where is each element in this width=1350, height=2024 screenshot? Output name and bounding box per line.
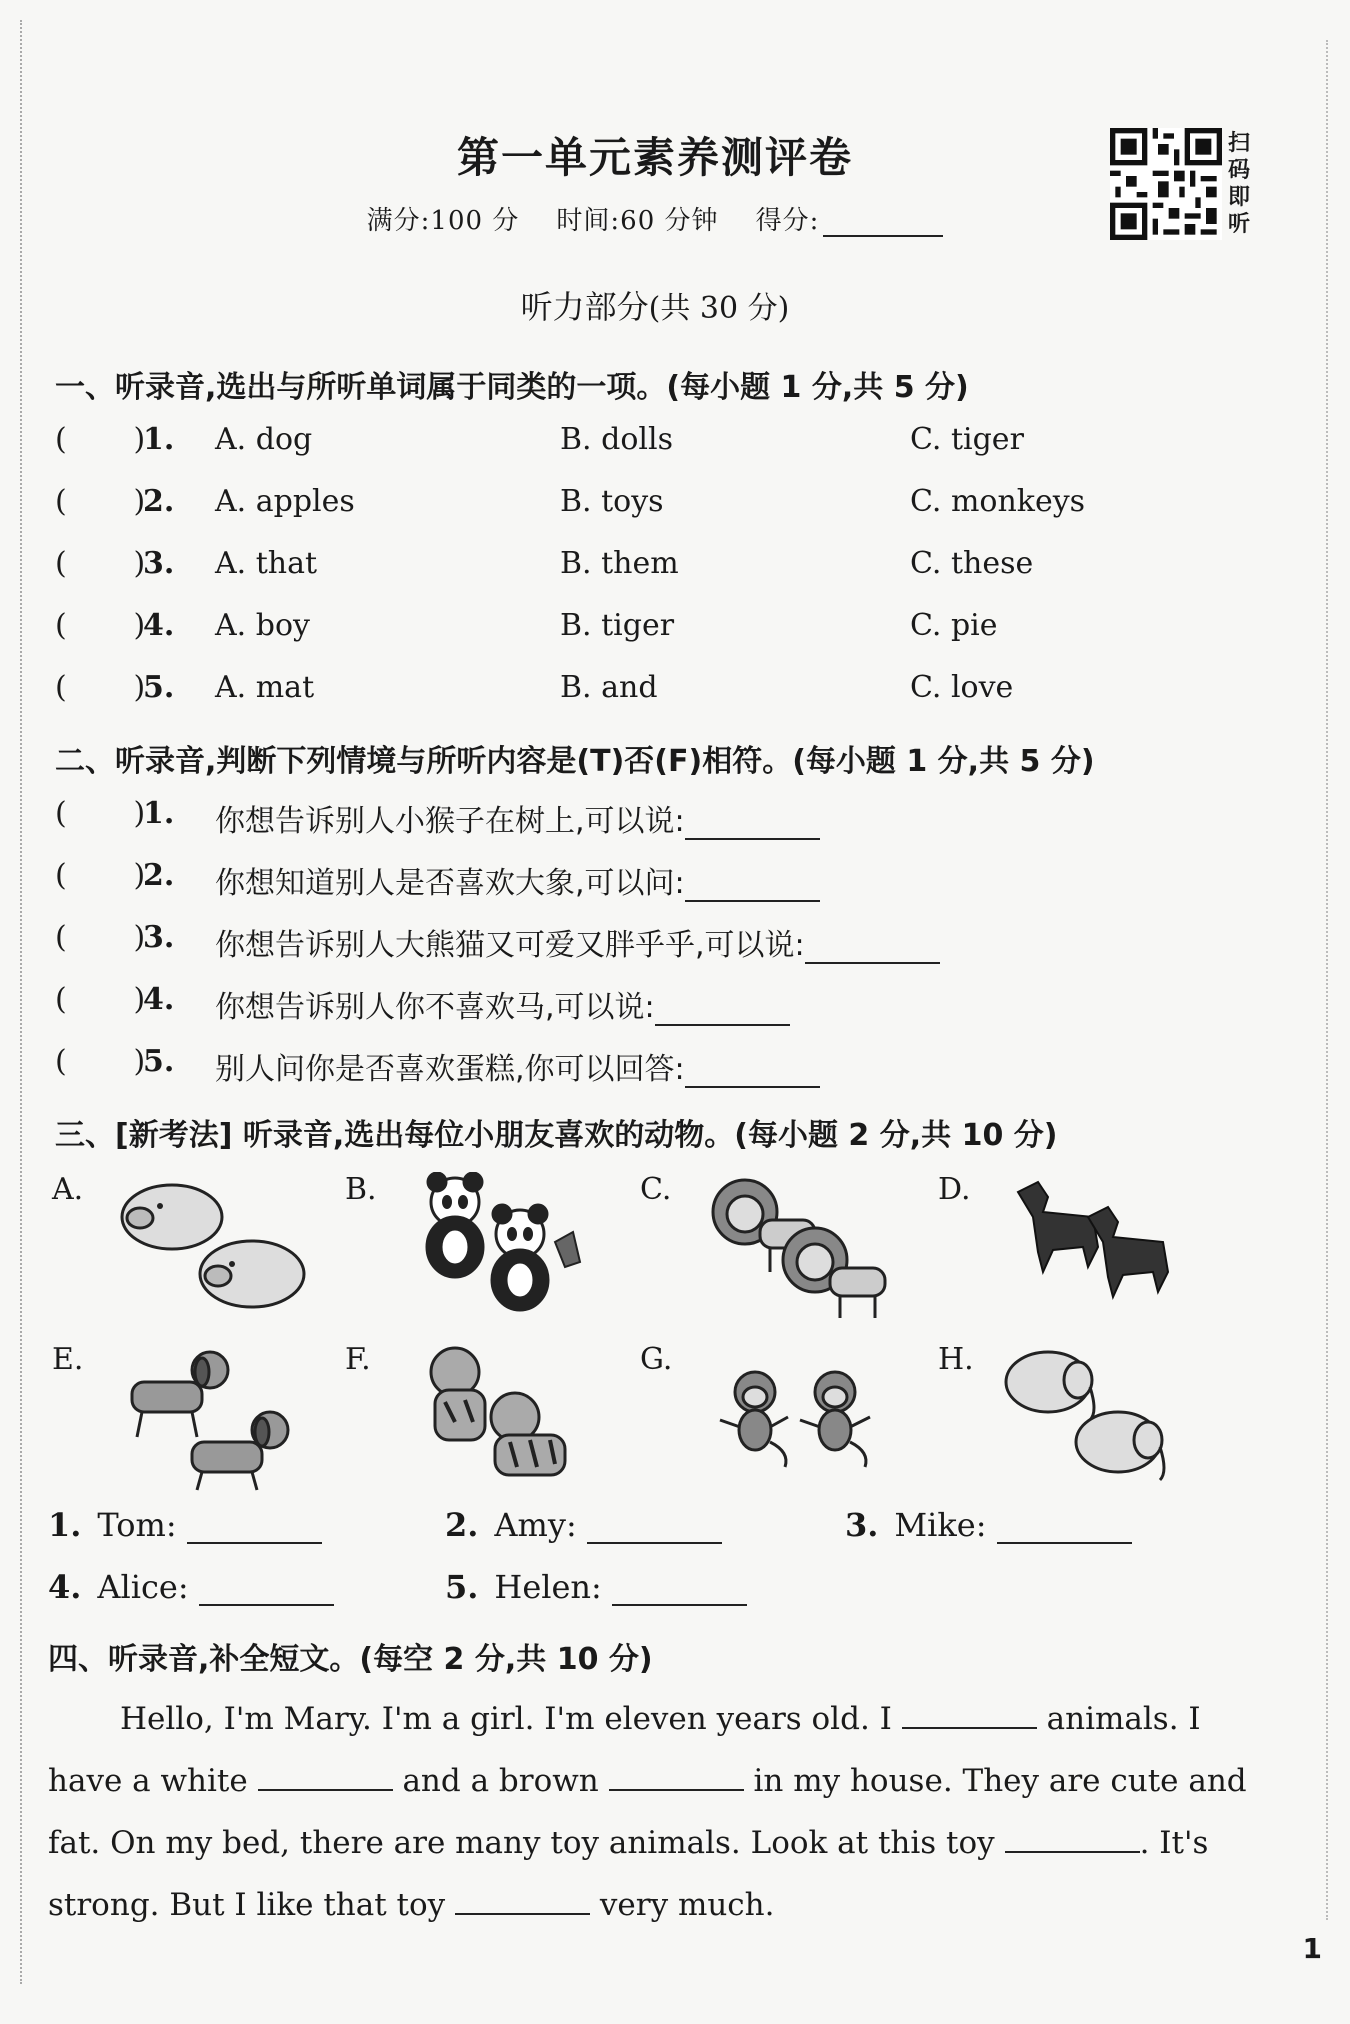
picture-a bbox=[52, 1172, 332, 1322]
passage-text: very much. bbox=[599, 1887, 775, 1923]
time-limit: 时间:60 分钟 bbox=[556, 206, 719, 236]
answer-amy bbox=[445, 1506, 722, 1544]
picture-label: A. bbox=[52, 1172, 84, 1207]
blank-3[interactable] bbox=[609, 1759, 744, 1791]
answer-helen bbox=[445, 1568, 747, 1606]
answer-paren[interactable]: ( ) bbox=[55, 608, 146, 643]
option-b: B. and bbox=[560, 670, 658, 705]
option-b: B. toys bbox=[560, 484, 664, 519]
dog-icon bbox=[112, 1342, 332, 1492]
option-b: B. dolls bbox=[560, 422, 673, 457]
answer-blank[interactable] bbox=[655, 994, 790, 1026]
margin-line bbox=[1326, 40, 1328, 1920]
option-a: A. apples bbox=[215, 484, 355, 519]
item-number: 1. bbox=[143, 796, 175, 831]
passage-text: in my house. They are cute and fat. On my bed, there are many toy animals. Look at this toy bbox=[48, 1763, 1247, 1861]
answer-number: 5. bbox=[445, 1568, 479, 1606]
item-number: 4. bbox=[143, 608, 175, 643]
answer-mike bbox=[845, 1506, 1132, 1544]
blank-5[interactable] bbox=[455, 1883, 590, 1915]
answer-number: 3. bbox=[845, 1506, 879, 1544]
item-number: 5. bbox=[143, 670, 175, 705]
answer-paren[interactable]: ( ) bbox=[55, 484, 146, 519]
option-c: C. monkeys bbox=[910, 484, 1086, 519]
answer-blank[interactable] bbox=[587, 1512, 722, 1544]
answer-number: 4. bbox=[48, 1568, 82, 1606]
tiger-icon bbox=[405, 1342, 625, 1492]
answer-paren[interactable]: ( ) bbox=[55, 858, 146, 893]
full-score: 满分:100 分 bbox=[366, 206, 520, 236]
option-c: C. pie bbox=[910, 608, 998, 643]
lion-icon bbox=[700, 1172, 920, 1322]
part-points: (共 30 分) bbox=[648, 291, 790, 326]
answer-blank[interactable] bbox=[997, 1512, 1132, 1544]
cloze-passage bbox=[48, 1688, 1258, 1936]
scenario-text: 你想告诉别人小猴子在树上,可以说: bbox=[215, 804, 685, 839]
option-b: B. tiger bbox=[560, 608, 675, 643]
answer-blank[interactable] bbox=[685, 870, 820, 902]
pig-icon bbox=[112, 1172, 332, 1322]
picture-label: D. bbox=[938, 1172, 971, 1207]
answer-alice bbox=[48, 1568, 334, 1606]
scenario-text: 你想告诉别人大熊猫又可爱又胖乎乎,可以说: bbox=[215, 928, 805, 963]
item-number: 2. bbox=[143, 858, 175, 893]
item-number: 2. bbox=[143, 484, 175, 519]
page-title: 第一单元素养测评卷 bbox=[456, 133, 853, 182]
elephant-icon bbox=[998, 1342, 1218, 1492]
option-a: A. boy bbox=[215, 608, 310, 643]
answer-paren[interactable]: ( ) bbox=[55, 920, 146, 955]
option-c: C. tiger bbox=[910, 422, 1024, 457]
page-number: 1 bbox=[1302, 1932, 1322, 1965]
listening-part-title bbox=[0, 282, 1310, 328]
picture-label: F. bbox=[345, 1342, 371, 1377]
blank-4[interactable] bbox=[1005, 1821, 1140, 1853]
answer-tom bbox=[48, 1506, 322, 1544]
scenario-text: 你想告诉别人你不喜欢马,可以说: bbox=[215, 990, 655, 1025]
answer-paren[interactable]: ( ) bbox=[55, 546, 146, 581]
child-name: Mike: bbox=[894, 1506, 987, 1544]
picture-c bbox=[640, 1172, 920, 1322]
option-a: A. dog bbox=[215, 422, 313, 457]
answer-number: 1. bbox=[48, 1506, 82, 1544]
option-a: A. that bbox=[215, 546, 318, 581]
section-1-heading: 一、听录音,选出与所听单词属于同类的一项。(每小题 1 分,共 5 分) bbox=[55, 370, 969, 405]
answer-blank[interactable] bbox=[199, 1574, 334, 1606]
option-c: C. love bbox=[910, 670, 1014, 705]
section-3-heading: 三、[新考法] 听录音,选出每位小朋友喜欢的动物。(每小题 2 分,共 10 分) bbox=[55, 1118, 1058, 1153]
picture-label: E. bbox=[52, 1342, 84, 1377]
horse-icon bbox=[998, 1172, 1218, 1322]
panda-icon bbox=[405, 1172, 625, 1322]
picture-d bbox=[938, 1172, 1218, 1322]
picture-label: B. bbox=[345, 1172, 377, 1207]
qr-code-icon[interactable] bbox=[1110, 128, 1222, 240]
qr-caption: 扫码即听 bbox=[1228, 131, 1251, 237]
answer-paren[interactable]: ( ) bbox=[55, 670, 146, 705]
picture-b bbox=[345, 1172, 625, 1322]
score-blank[interactable] bbox=[823, 209, 943, 237]
picture-f bbox=[345, 1342, 625, 1492]
picture-label: C. bbox=[640, 1172, 672, 1207]
picture-e bbox=[52, 1342, 332, 1492]
answer-paren[interactable]: ( ) bbox=[55, 1044, 146, 1079]
monkey-icon bbox=[700, 1342, 920, 1492]
answer-blank[interactable] bbox=[187, 1512, 322, 1544]
answer-paren[interactable]: ( ) bbox=[55, 796, 146, 831]
answer-blank[interactable] bbox=[805, 932, 940, 964]
passage-text: and a brown bbox=[402, 1763, 599, 1799]
part-name: 听力部分 bbox=[520, 288, 649, 326]
answer-paren[interactable]: ( ) bbox=[55, 422, 146, 457]
section-4-heading: 四、听录音,补全短文。(每空 2 分,共 10 分) bbox=[48, 1642, 653, 1677]
blank-2[interactable] bbox=[258, 1759, 393, 1791]
option-b: B. them bbox=[560, 546, 679, 581]
passage-text: Hello, I'm Mary. I'm a girl. I'm eleven years old. I bbox=[120, 1701, 892, 1737]
answer-blank[interactable] bbox=[685, 808, 820, 840]
picture-h bbox=[938, 1342, 1218, 1492]
answer-number: 2. bbox=[445, 1506, 479, 1544]
answer-blank[interactable] bbox=[685, 1056, 820, 1088]
scenario-text: 你想知道别人是否喜欢大象,可以问: bbox=[215, 866, 685, 901]
score-label: 得分: bbox=[755, 206, 820, 236]
scenario-text: 别人问你是否喜欢蛋糕,你可以回答: bbox=[215, 1052, 685, 1087]
picture-g bbox=[640, 1342, 920, 1492]
item-number: 4. bbox=[143, 982, 175, 1017]
option-a: A. mat bbox=[215, 670, 315, 705]
picture-label: H. bbox=[938, 1342, 974, 1377]
answer-paren[interactable]: ( ) bbox=[55, 982, 146, 1017]
child-name: Helen: bbox=[494, 1568, 602, 1606]
passage-text: animals. I have a white bbox=[48, 1701, 1201, 1799]
section-2-heading: 二、听录音,判断下列情境与所听内容是(T)否(F)相符。(每小题 1 分,共 5 分) bbox=[55, 744, 1095, 779]
item-number: 5. bbox=[143, 1044, 175, 1079]
item-number: 3. bbox=[143, 920, 175, 955]
passage-text: . It's strong. But I like that toy bbox=[48, 1825, 1209, 1923]
child-name: Amy: bbox=[494, 1506, 577, 1544]
answer-blank[interactable] bbox=[612, 1574, 747, 1606]
child-name: Tom: bbox=[97, 1506, 177, 1544]
picture-label: G. bbox=[640, 1342, 673, 1377]
item-number: 3. bbox=[143, 546, 175, 581]
blank-1[interactable] bbox=[902, 1697, 1037, 1729]
child-name: Alice: bbox=[97, 1568, 189, 1606]
item-number: 1. bbox=[143, 422, 175, 457]
option-c: C. these bbox=[910, 546, 1034, 581]
